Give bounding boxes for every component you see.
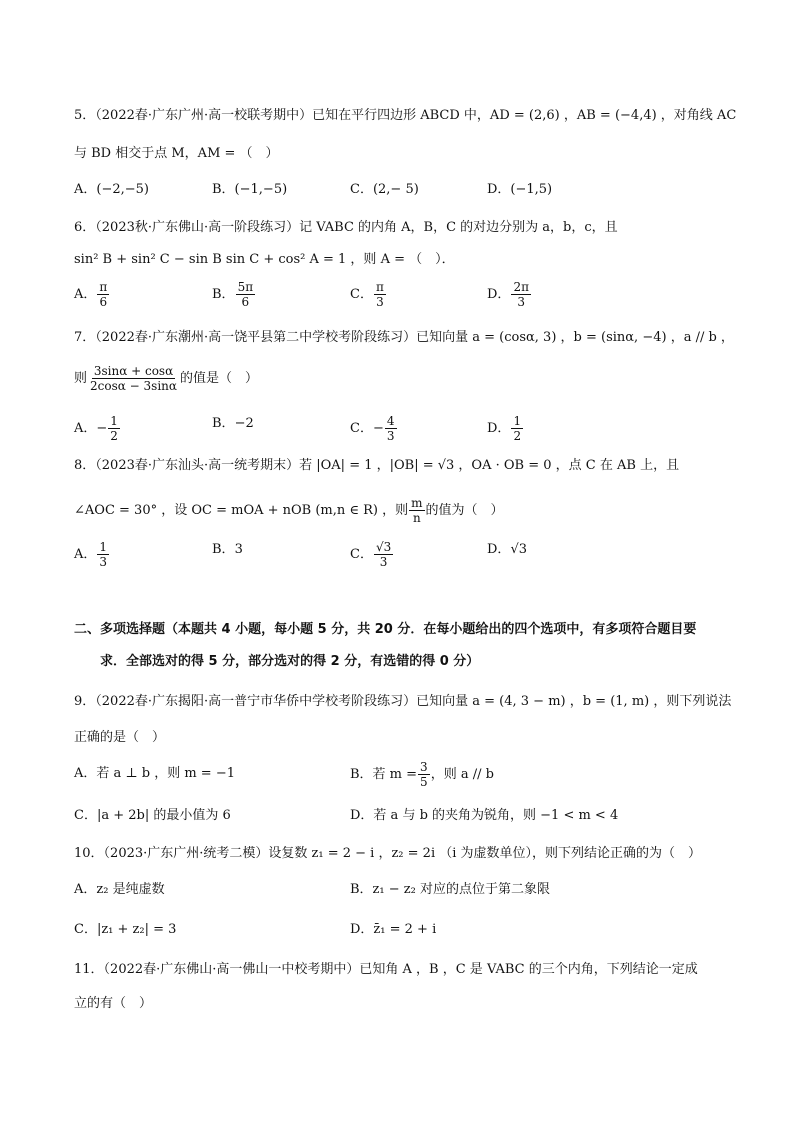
q8-option-a: A． $\frac{1}{3}$ [74, 540, 108, 569]
fraction: $\frac{\pi}{6}$ [99, 280, 108, 309]
q7-option-a: A．− $\frac{1}{2}$ [74, 414, 118, 443]
fraction: $\frac{m}{n}$ [411, 496, 423, 525]
q8-option-d: D．√3 [487, 542, 527, 557]
q7-option-b: B．−2 [212, 416, 254, 431]
q6-option-d: D． $\frac{2\pi}{3}$ [487, 280, 529, 309]
q7-stem-line2: 则 $\frac{3\sin\alpha + \cos\alpha}{2\cos\alpha - 3\sin\alpha}$ 的值是（ ） [74, 364, 259, 393]
q5-stem-line2: 与 BD 相交于点 M，AM = （ ） [74, 146, 279, 161]
fraction: $\frac{5\pi}{6}$ [237, 280, 254, 309]
fraction: $\frac{1}{2}$ [110, 414, 118, 443]
q10-option-c: C．|z₁ + z₂| = 3 [74, 922, 177, 937]
q5-option-b: B．(−1,−5) [212, 182, 288, 197]
q8-stem-line2: ∠AOC = 30° ，设 OC = mOA + nOB (m,n ∈ R) ，则 $\frac{m}{n}$ 的值为（ ） [74, 496, 504, 525]
q9-option-d: D．若 a 与 b 的夹角为锐角，则 −1 < m < 4 [350, 808, 619, 823]
q5-option-a: A．(−2,−5) [74, 182, 149, 197]
q11-stem-line1: 11．（2022春·广东佛山·高一佛山一中校考期中）已知角 A ，B ，C 是 VABC 的三个内角，下列结论一定成 [74, 962, 698, 977]
q10-option-b: B．z₁ − z₂ 对应的点位于第二象限 [350, 882, 550, 897]
q5-option-c: C．(2,− 5) [350, 182, 419, 197]
q9-stem-line2: 正确的是（ ） [74, 730, 166, 745]
q6-stem-line2: sin² B + sin² C − sin B sin C + cos² A = 1 ，则 A = （ ）． [74, 252, 455, 267]
q7-option-c: C．− $\frac{4}{3}$ [350, 414, 395, 443]
q9-stem-line1: 9．（2022春·广东揭阳·高一普宁市华侨中学校考阶段练习）已知向量 a = (4, 3 − m) ，b = (1, m) ，则下列说法 [74, 694, 732, 709]
q9-option-b: B．若 m = $\frac{3}{5}$ ，则 a // b [350, 760, 494, 789]
fraction: $\frac{3}{5}$ [420, 760, 428, 789]
q7-option-d: D． $\frac{1}{2}$ [487, 414, 522, 443]
q9-option-c: C．|a + 2b| 的最小值为 6 [74, 808, 231, 823]
section-heading-line2: 求．全部选对的得 5 分，部分选对的得 2 分，有选错的得 0 分） [100, 654, 480, 669]
q6-option-a: A． $\frac{\pi}{6}$ [74, 280, 108, 309]
fraction: $\frac{\pi}{3}$ [375, 280, 384, 309]
q6-stem-line1: 6．（2023秋·广东佛山·高一阶段练习）记 VABC 的内角 A，B，C 的对边分别为 a，b，c，且 [74, 220, 618, 235]
q10-stem-line1: 10．（2023·广东广州·统考二模）设复数 z₁ = 2 − i ，z₂ = 2i （i 为虚数单位），则下列结论正确的为（ ） [74, 846, 702, 861]
q8-option-b: B．3 [212, 542, 243, 557]
fraction: $\frac{1}{3}$ [99, 540, 108, 569]
q7-stem-line1: 7．（2022春·广东潮州·高一饶平县第二中学校考阶段练习）已知向量 a = (cosα, 3) ，b = (sinα, −4) ，a // b ， [74, 330, 734, 345]
q10-option-d: D．z̄₁ = 2 + i [350, 922, 437, 937]
fraction: $\frac{4}{3}$ [386, 414, 395, 443]
q6-option-b: B． $\frac{5\pi}{6}$ [212, 280, 254, 309]
fraction: $\frac{√3}{3}$ [375, 540, 392, 569]
q10-option-a: A．z₂ 是纯虚数 [74, 882, 165, 897]
q6-option-c: C． $\frac{\pi}{3}$ [350, 280, 384, 309]
fraction: $\frac{2\pi}{3}$ [513, 280, 529, 309]
fraction: $\frac{3\sin\alpha + \cos\alpha}{2\cos\alpha - 3\sin\alpha}$ [90, 364, 178, 393]
fraction: $\frac{1}{2}$ [513, 414, 522, 443]
section-heading-line1: 二、多项选择题（本题共 4 小题，每小题 5 分，共 20 分．在每小题给出的四个选项中，有多项符合题目要 [74, 622, 697, 637]
q8-stem-line1: 8．（2023春·广东汕头·高一统考期末）若 |OA| = 1 ，|OB| = √3 ，OA · OB = 0 ，点 C 在 AB 上，且 [74, 458, 680, 473]
q11-stem-line2: 立的有（ ） [74, 996, 153, 1011]
q8-option-c: C． $\frac{√3}{3}$ [350, 540, 392, 569]
q9-option-a: A．若 a ⊥ b ，则 m = −1 [74, 766, 235, 781]
q5-stem-line1: 5．（2022春·广东广州·高一校联考期中）已知在平行四边形 ABCD 中，AD = (2,6) ，AB = (−4,4) ，对角线 AC [74, 108, 737, 123]
q5-option-d: D．(−1,5) [487, 182, 553, 197]
